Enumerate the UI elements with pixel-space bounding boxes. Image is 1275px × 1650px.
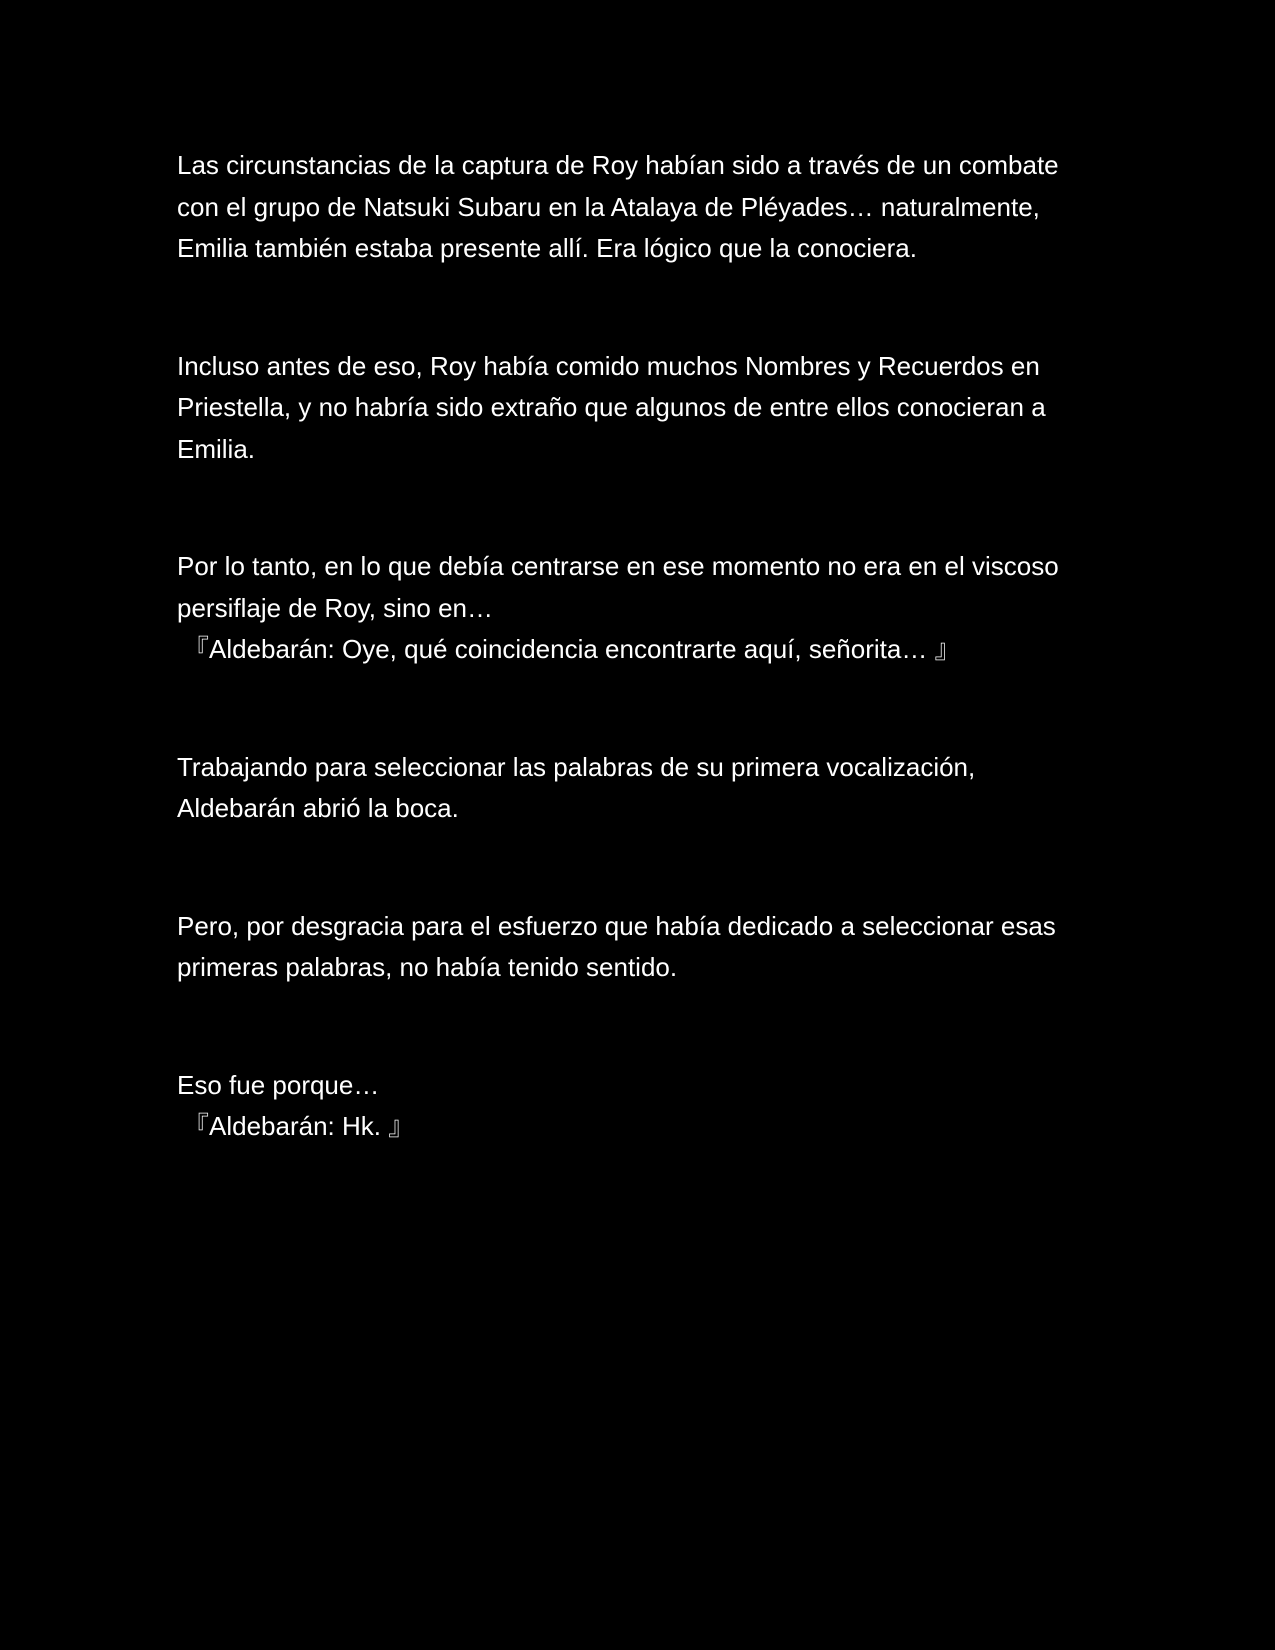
paragraph-because: Eso fue porque… xyxy=(177,1069,380,1100)
paragraph-no-meaning: Pero, por desgracia para el esfuerzo que había dedicado a seleccionar esas primeras palabras, no había tenido sentido. xyxy=(177,910,1056,982)
dialogue-aldebaran-hk: 『Aldebarán: Hk. 』 xyxy=(183,1111,415,1141)
paragraph-priestella: Incluso antes de eso, Roy había comido muchos Nombres y Recuerdos en Priestella, y no habría sido extraño que algunos de entre ellos conocieran a Emilia. xyxy=(177,350,1046,464)
document-body xyxy=(177,145,1087,1148)
dialogue-aldebaran-greeting: 『Aldebarán: Oye, qué coincidencia encontrarte aquí, señorita… 』 xyxy=(183,634,961,664)
paragraph-capture-circumstances: Las circunstancias de la captura de Roy habían sido a través de un combate con el grupo de Natsuki Subaru en la Atalaya de Pléyades… naturalmente, Emilia también estaba presente allí. Era lógico que la conociera. xyxy=(177,150,1059,263)
paragraph-focus: Por lo tanto, en lo que debía centrarse en ese momento no era en el viscoso persiflaje de Roy, sino en… xyxy=(177,551,1059,623)
paragraph-aldebaran-speaks: Trabajando para seleccionar las palabras de su primera vocalización, Aldebarán abrió la boca. xyxy=(177,751,976,823)
